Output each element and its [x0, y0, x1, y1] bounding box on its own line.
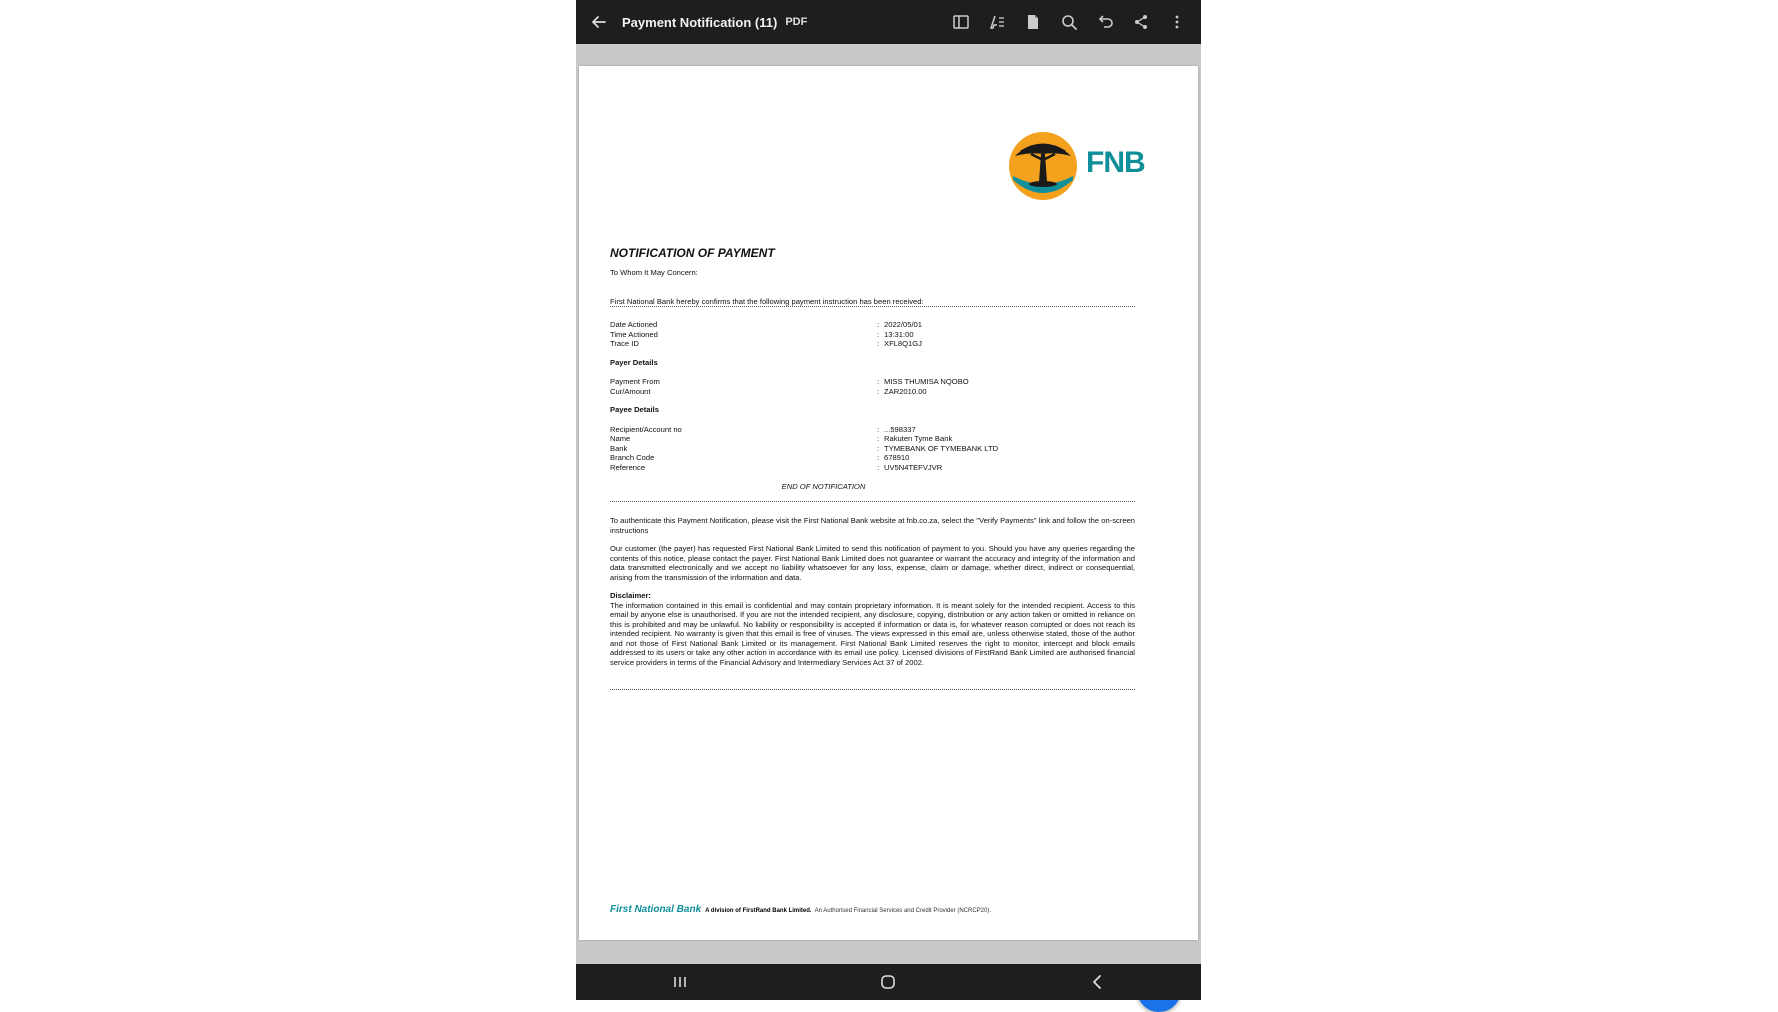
- document-heading: NOTIFICATION OF PAYMENT: [610, 246, 775, 260]
- footer-bank-name: First National Bank: [610, 904, 702, 915]
- undo-icon[interactable]: [1087, 0, 1123, 44]
- footer-authorised: An Authorised Financial Services and Credit Provider (NCRCP20).: [814, 908, 992, 914]
- back-arrow-icon[interactable]: [590, 13, 608, 31]
- toolbar-actions: [943, 0, 1195, 44]
- divider: [610, 689, 1135, 690]
- search-icon[interactable]: [1051, 0, 1087, 44]
- authenticate-paragraph: To authenticate this Payment Notification, please visit the First National Bank website at fnb.co.za, select the "Verify Payments" link and follow the on-screen instructions: [610, 516, 1135, 535]
- detail-row-time: Time Actioned : 13:31:00: [610, 329, 914, 339]
- divider: [610, 501, 1135, 502]
- text-to-speech-icon[interactable]: [979, 0, 1015, 44]
- disclaimer-paragraph: The information contained in this email is confidential and may contain proprietary information. It is meant solely for the intended recipient. Access to this email by anyone else is unauthorised. If you are not the intended recipient, any disclosure, copying, distribution or any action taken or omitted in reliance on this is prohibited and may be unlawful. No liability or responsibility is accepted if information or data is, for whatever reason corrupted or does not reach its intended recipient. No warranty is given that this email is free of viruses. The views expressed in this email are, unless otherwise stated, those of the author and not those of First National Bank Limited or its management. First National Bank Limited reserves the right to monitor, intercept and block emails addressed to its users or take any other action in accordance with its email use policy. Licensed divisions of FirstRand Bank Limited are authorised financial service providers in terms of the Financial Advisory and Intermediary Services Act 37 of 2002.: [610, 600, 1135, 667]
- document-body: [610, 246, 1135, 690]
- pdf-page: [579, 66, 1198, 940]
- footer-division: A division of FirstRand Bank Limited.: [705, 908, 812, 914]
- fnb-tree-emblem-icon: [1007, 130, 1079, 202]
- detail-row-recipient: Recipient/Account no : ...598337: [610, 424, 916, 434]
- payer-details-heading: Payer Details: [610, 357, 658, 367]
- document-footer: [610, 904, 991, 915]
- app-toolbar: [576, 0, 1201, 44]
- document-title: Payment Notification (11): [622, 14, 778, 30]
- payee-details-heading: Payee Details: [610, 405, 659, 414]
- transaction-details: [610, 320, 1135, 349]
- phone-screen: [576, 0, 1201, 1000]
- divider: [610, 306, 1135, 307]
- disclaimer-heading: Disclaimer:: [610, 591, 651, 600]
- confirmation-text: First National Bank hereby confirms that the following payment instruction has been received:: [610, 296, 924, 306]
- detail-row-bank: Bank : TYMEBANK OF TYMEBANK LTD: [610, 443, 999, 453]
- share-icon[interactable]: [1123, 0, 1159, 44]
- file-type-label: PDF: [785, 16, 808, 28]
- detail-row-name: Name : Rakuten Tyme Bank: [610, 434, 953, 443]
- detail-row-branch: Branch Code : 678910: [610, 453, 910, 462]
- detail-row-trace: Trace ID : XFL8Q1GJ: [610, 339, 922, 348]
- home-icon[interactable]: [868, 964, 908, 1000]
- page-icon[interactable]: [1015, 0, 1051, 44]
- end-of-notification: END OF NOTIFICATION: [781, 482, 866, 491]
- fnb-logo: [1007, 130, 1177, 202]
- reading-mode-icon[interactable]: [943, 0, 979, 44]
- detail-row-date: Date Actioned : 2022/05/01: [610, 320, 923, 329]
- fnb-logo-text: FNB: [1086, 146, 1145, 179]
- customer-paragraph: Our customer (the payer) has requested First National Bank Limited to send this notification of payment to you. Should you have any queries regarding the contents of this notice, please contact the payer. First National Bank Limited does not guarantee or warrant the accuracy and integrity of the information and data transmitted electronically and we accept no liability whatsoever for any loss, expense, claim or damage, whether direct, indirect or consequential, arising from the transmission of the information and data.: [610, 544, 1135, 582]
- greeting: To Whom It May Concern:: [610, 268, 698, 277]
- detail-row-reference: Reference : UV5N4TEFVJVR: [610, 462, 943, 472]
- detail-row-amount: Cur/Amount : ZAR2010.00: [610, 386, 927, 396]
- more-icon[interactable]: [1159, 0, 1195, 44]
- system-nav-bar: [576, 964, 1201, 1000]
- recent-apps-icon[interactable]: [660, 964, 700, 1000]
- back-nav-icon[interactable]: [1077, 964, 1117, 1000]
- detail-row-payment-from: Payment From : MISS THUMISA NQOBO: [610, 377, 969, 386]
